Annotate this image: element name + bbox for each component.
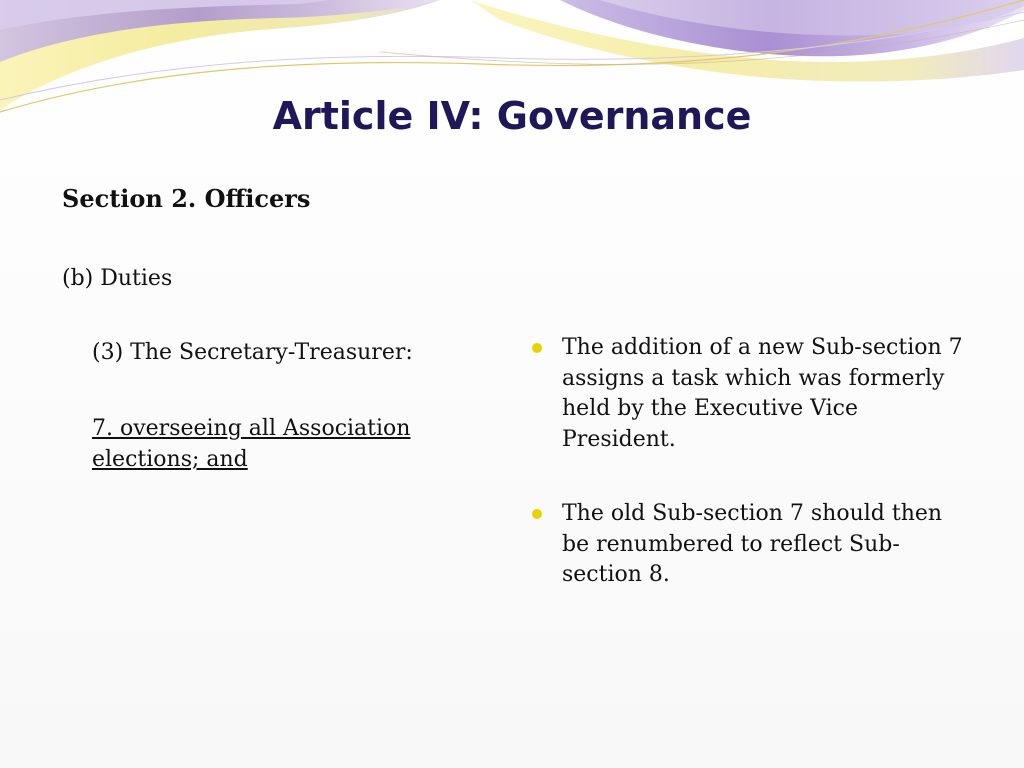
officer-title: (3) The Secretary-Treasurer: <box>92 340 413 365</box>
new-duty-text: 7. overseeing all Association elections; and <box>92 416 411 472</box>
note-text: The old Sub-section 7 should then be renumbered to reflect Sub-section 8. <box>562 501 943 587</box>
bullet-dot-icon <box>532 343 542 353</box>
note-item <box>530 499 970 591</box>
bullet-dot-icon <box>532 509 542 519</box>
section-heading: Section 2. Officers <box>62 184 311 213</box>
notes-list <box>530 333 970 635</box>
note-text: The addition of a new Sub-section 7 assigns a task which was formerly held by the Executive Vice President. <box>562 335 963 452</box>
slide-title: Article IV: Governance <box>272 94 752 138</box>
note-item <box>530 333 970 455</box>
subsection-duties: (b) Duties <box>62 266 173 291</box>
